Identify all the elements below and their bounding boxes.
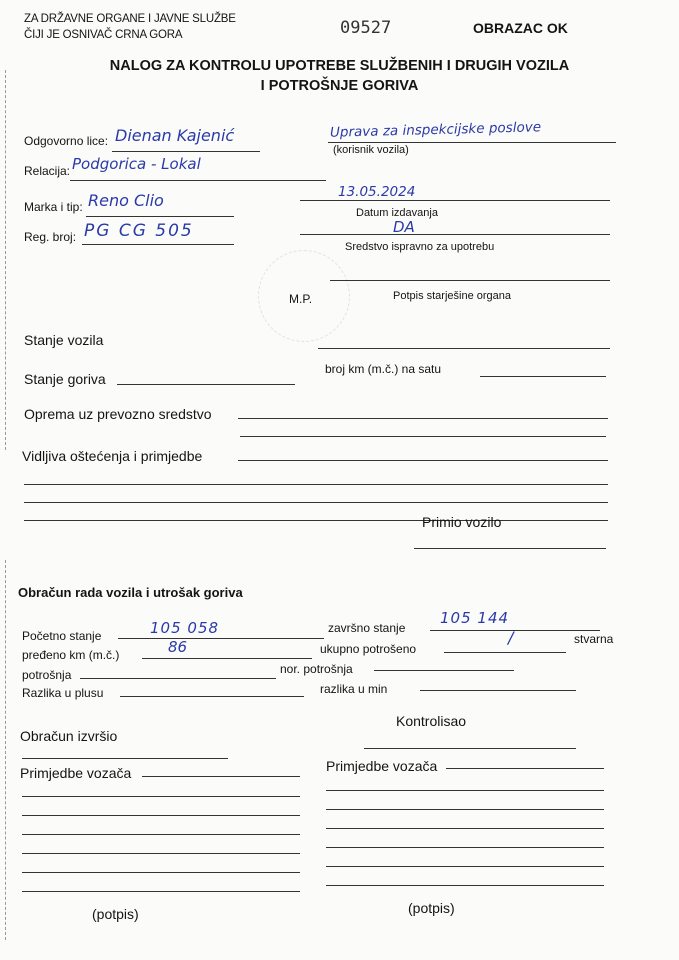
obracun-izvrsio-label: Obračun izvršio [20,728,118,744]
zavrsno-stanje-line [430,630,600,631]
pocetno-stanje-line [118,638,324,639]
odgovorno-lice-value[interactable]: Dienan Kajenić [115,126,235,145]
sredstvo-ispravno-line [300,234,610,235]
ukupno-potroseno-value[interactable]: / [508,628,514,647]
stanje-goriva-line [117,384,295,385]
marka-tip-value[interactable]: Reno Clio [88,191,164,210]
org-line-2: ČIJI JE OSNIVAČ CRNA GORA [24,29,183,41]
primjedbe-vozaca-right-label: Primjedbe vozača [326,758,438,774]
relacija-line [70,180,326,181]
kontrolisao-label: Kontrolisao [396,713,467,729]
broj-km-label: broj km (m.č.) na satu [325,362,442,376]
sredstvo-ispravno-caption: Sredstvo ispravno za upotrebu [345,241,495,253]
oprema-line-1 [238,418,608,419]
razlika-plus-line [120,696,304,697]
stanje-vozila-line [318,348,610,349]
primjedbe-right-line-1 [446,768,604,769]
potpis-right-label: (potpis) [408,900,455,916]
korisnik-vozila-caption: (korisnik vozila) [333,144,409,156]
reg-broj-line [82,244,234,245]
ukupno-potroseno-label: ukupno potrošeno [320,642,417,656]
primjedbe-left-line-7 [22,891,300,892]
razlika-min-label: razlika u min [320,682,388,696]
oprema-label: Oprema uz prevozno sredstvo [24,406,212,422]
document-title-line-1: NALOG ZA KONTROLU UPOTREBE SLUŽBENIH I DRUGIH VOZILA [109,58,570,74]
razlika-min-line [420,690,576,691]
primjedbe-left-line-1 [142,776,300,777]
obracun-heading: Obračun rada vozila i utrošak goriva [18,585,243,600]
nor-potrosnja-line [374,670,514,671]
potpis-starjesine-line [330,280,610,281]
primio-vozilo-line [414,548,606,549]
odgovorno-lice-line [112,151,260,152]
datum-izdavanja-line [300,200,610,201]
sredstvo-ispravno-value[interactable]: DA [393,218,415,236]
document-number: 09527 [340,18,392,38]
korisnik-vozila-line [328,142,616,143]
razlika-plus-label: Razlika u plusu [22,686,104,700]
zavrsno-stanje-label: završno stanje [328,621,406,635]
primjedbe-left-line-5 [22,853,300,854]
potpis-left-label: (potpis) [92,906,139,922]
obracun-izvrsio-line [22,758,228,759]
primjedbe-left-line-2 [22,796,300,797]
relacija-label: Relacija: [24,164,71,178]
zavrsno-stanje-value[interactable]: 105 144 [440,609,510,627]
org-line-1: ZA DRŽAVNE ORGANE I JAVNE SLUŽBE [24,13,236,25]
broj-km-line [480,376,606,377]
primjedbe-left-line-6 [22,872,300,873]
pocetno-stanje-label: Početno stanje [22,629,102,643]
marka-tip-line [86,216,234,217]
korisnik-vozila-value[interactable]: Uprava za inspekcijske poslove [329,119,542,141]
stanje-goriva-label: Stanje goriva [24,371,106,387]
primjedbe-right-line-4 [326,828,604,829]
predjeno-km-label: pređeno km (m.č.) [22,648,120,662]
primjedbe-right-line-5 [326,847,604,848]
document-title-line-2: I POTROŠNJE GORIVA [260,78,419,94]
perforation-edge-lower [5,560,8,940]
primjedbe-right-line-2 [326,790,604,791]
primjedbe-right-line-3 [326,809,604,810]
ostecenja-line-2 [24,484,608,485]
mp-label: M.P. [289,292,313,306]
primjedbe-left-line-3 [22,815,300,816]
primjedbe-left-line-4 [22,834,300,835]
form-code: OBRAZAC OK [473,20,568,36]
primjedbe-right-line-7 [326,885,604,886]
potrosnja-line [80,678,276,679]
reg-broj-label: Reg. broj: [24,230,77,244]
stanje-vozila-label: Stanje vozila [24,332,104,348]
perforation-edge [5,70,8,450]
ukupno-potroseno-line [444,652,566,653]
datum-izdavanja-caption: Datum izdavanja [356,207,438,219]
oprema-line-2 [240,436,606,437]
ostecenja-label: Vidljiva oštećenja i primjedbe [22,448,203,464]
ostecenja-line-4 [24,520,608,521]
predjeno-km-line [142,658,312,659]
potrosnja-label: potrošnja [22,668,72,682]
potpis-starjesine-caption: Potpis starješine organa [393,290,512,302]
primjedbe-right-line-6 [326,866,604,867]
marka-tip-label: Marka i tip: [24,200,83,214]
ostecenja-line-1 [238,460,608,461]
pocetno-stanje-value[interactable]: 105 058 [150,619,220,637]
nor-potrosnja-label: nor. potrošnja [280,662,353,676]
datum-izdavanja-value[interactable]: 13.05.2024 [338,184,416,200]
relacija-value[interactable]: Podgorica - Lokal [72,155,201,173]
predjeno-km-value[interactable]: 86 [168,638,188,656]
odgovorno-lice-label: Odgovorno lice: [24,134,109,148]
stvarna-label: stvarna [574,632,614,646]
primio-vozilo-label: Primio vozilo [422,514,502,530]
primjedbe-vozaca-left-label: Primjedbe vozača [20,765,132,781]
ostecenja-line-3 [24,502,608,503]
reg-broj-value[interactable]: PG CG 505 [84,221,194,241]
kontrolisao-line [364,748,576,749]
